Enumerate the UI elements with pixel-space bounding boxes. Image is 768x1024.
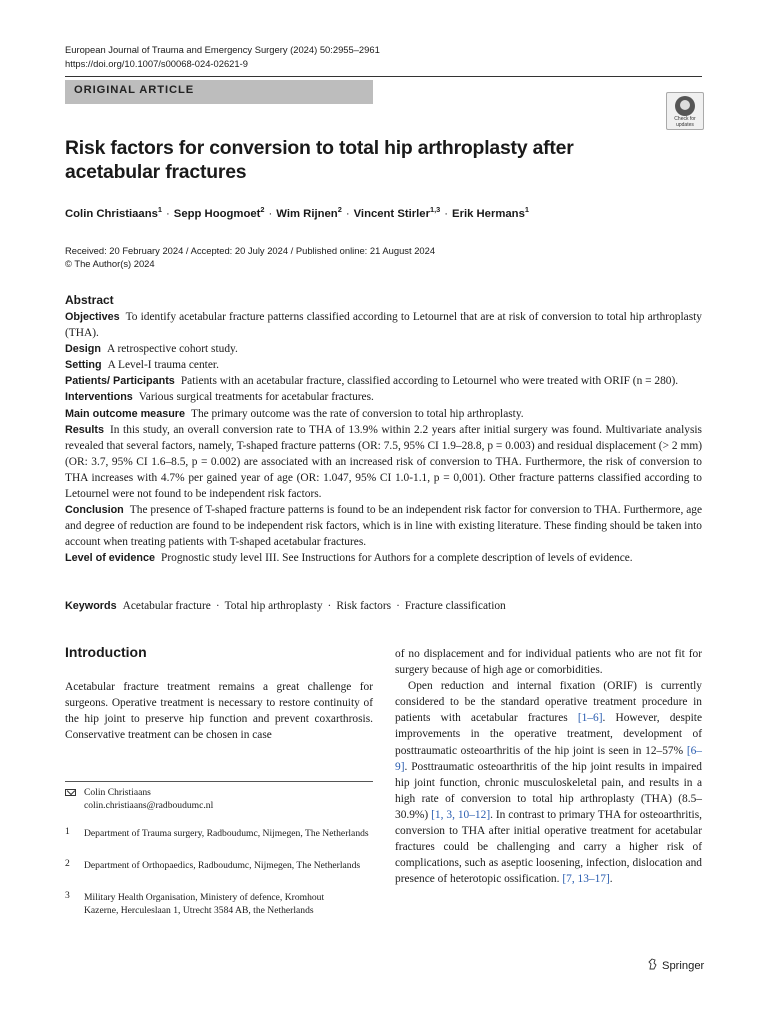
abstract-section-text: Prognostic study level III. See Instructions for Authors for a complete description of levels of evidence. <box>161 552 633 565</box>
abstract-section-label: Conclusion <box>65 504 124 517</box>
body-text: . Posttraumatic osteoarthritis of the hip joint results in impaired hip joint function, chronic musculoskeletal pain, and results in a high rate of conversion to total hip arthroplasty (THA) (8.5–30.9%) <box>395 760 702 821</box>
corresponding-name: Colin Christiaans <box>84 787 151 798</box>
abstract-heading: Abstract <box>65 293 114 307</box>
author-affiliation: 2 <box>337 205 342 214</box>
abstract-section-label: Interventions <box>65 391 133 404</box>
citation-link[interactable]: [1, 3, 10–12] <box>431 808 491 821</box>
abstract-section <box>65 550 702 566</box>
author-affiliation: 2 <box>260 205 265 214</box>
copyright-line: © The Author(s) 2024 <box>65 258 155 269</box>
body-text: . However, despite improvements in the operative treatment, development of posttraumatic osteoarthritis of the hip joint is seen in 12–57% <box>395 712 702 757</box>
author-list <box>65 205 529 220</box>
article-type-label: ORIGINAL ARTICLE <box>74 84 195 96</box>
intro-right-column <box>395 646 702 887</box>
author-affiliation: 1 <box>157 205 163 214</box>
author-separator: · <box>268 207 273 220</box>
abstract-section-text: In this study, an overall conversion rate to THA of 13.9% within 2.2 years after initial surgery was found. Multivariate analysis revealed that several factors, namely, T-shaped fracture patterns (OR: 7.5, 95% CI 1.9–28.8, p = 0.003) and residual displacement (> 2 mm) (OR: 3.7, 95% CI 1.6–8.5, p = 0.002) are associated with an increased risk of conversion to THA. Furthermore, the risk of conversion to THA increases with 4.7% per gained year of age (OR: 1.047, 95% CI 1.0-1.1, p = 0,001). Other fracture patterns classified according to Letournel were not found to be independent risk factors. <box>65 423 702 501</box>
abstract-section-text: A Level-I trauma center. <box>107 359 219 372</box>
email-icon <box>65 789 76 796</box>
affiliation-number: 1 <box>65 826 70 837</box>
abstract-section <box>65 389 702 405</box>
affiliation-number: 2 <box>65 858 70 869</box>
author-affiliation: 1,3 <box>429 205 441 214</box>
abstract-section <box>65 309 702 341</box>
date-history: Received: 20 February 2024 / Accepted: 20 July 2024 / Published online: 21 August 2024 <box>65 245 436 256</box>
publication-dates <box>65 244 435 270</box>
author-name: Sepp Hoogmoet <box>173 207 261 220</box>
keyword-separator: · <box>215 600 220 612</box>
intro-right-paragraph-2 <box>395 678 702 887</box>
journal-line: European Journal of Trauma and Emergency Surgery (2024) 50:2955–2961 <box>65 44 380 55</box>
publisher-name: Springer <box>662 960 705 972</box>
abstract-section-label: Results <box>65 423 105 436</box>
abstract-section <box>65 502 702 550</box>
abstract-section-label: Patients/ Participants <box>65 375 175 388</box>
citation-link[interactable]: [6–9] <box>395 744 702 773</box>
abstract-section-label: Design <box>65 343 101 356</box>
corresponding-author <box>84 786 373 812</box>
abstract-section-text: The presence of T-shaped fracture patterns is found to be an independent risk factor for conversion to THA. Furthermore, age and degree of reduction are found to be independent risk factors, which is in line with existing literature. These finding should be taken into account when treating patients with T-shaped acetabular fractures. <box>65 504 702 549</box>
check-for-updates-badge[interactable] <box>666 92 704 130</box>
abstract-section-text: The primary outcome was the rate of conversion to total hip arthroplasty. <box>191 407 524 420</box>
abstract-section <box>65 406 702 422</box>
keyword-separator: · <box>396 600 400 612</box>
intro-right-paragraph-1: of no displacement and for individual patients who are not fit for surgery because of high age or comorbidities. <box>395 648 702 677</box>
keywords-label: Keywords <box>65 600 117 612</box>
intro-left-paragraph: Acetabular fracture treatment remains a great challenge for surgeons. Operative treatment is necessary to restore continuity of the hip joint to preserve hip function and prevent coxarthrosis. Conservative treatment can be chosen in case <box>65 681 373 742</box>
abstract-section-label: Main outcome measure <box>65 407 185 420</box>
abstract-section-text: To identify acetabular fracture patterns classified according to Letournel that are at risk of conversion to total hip arthroplasty (THA). <box>65 311 702 340</box>
author-name: Wim Rijnen <box>276 207 338 220</box>
badge-text-2: updates <box>676 121 694 128</box>
introduction-heading: Introduction <box>65 644 147 660</box>
citation-link[interactable]: [7, 13–17] <box>562 873 610 886</box>
article-title: Risk factors for conversion to total hip arthroplasty after acetabular fractures <box>65 137 574 183</box>
abstract-section <box>65 357 702 373</box>
abstract-section-label: Objectives <box>65 311 120 323</box>
author-separator: · <box>345 207 350 220</box>
publisher-logo <box>648 958 704 972</box>
keyword: Total hip arthroplasty <box>224 600 323 612</box>
abstract-section-label: Level of evidence <box>65 552 156 565</box>
body-text: Open reduction and internal fixation (ORIF) is currently considered to be the standard operative treatment procedure in patients with acetabular fractures <box>395 680 702 725</box>
header-rule <box>65 76 702 77</box>
body-text: . <box>609 873 613 886</box>
affiliation-text: Military Health Organisation, Ministery of defence, Kromhout Kazerne, Herculeslaan 1, Utrecht 3584 AB, the Netherlands <box>84 892 325 917</box>
keywords-line <box>65 600 506 612</box>
badge-text-1: Check for <box>674 116 696 122</box>
doi-link[interactable]: https://doi.org/10.1007/s00068-024-02621-9 <box>65 57 248 69</box>
corresponding-email[interactable]: colin.christiaans@radboudumc.nl <box>84 800 214 812</box>
article-type-bar <box>65 80 373 104</box>
keyword-separator: · <box>327 600 332 612</box>
author-separator: · <box>444 207 449 220</box>
check-updates-icon <box>675 96 695 116</box>
affiliation-text: Department of Trauma surgery, Radboudumc, Nijmegen, The Netherlands <box>84 828 369 839</box>
abstract-section <box>65 373 702 389</box>
abstract-section-label: Setting <box>65 359 102 372</box>
footnote-rule <box>65 781 373 782</box>
body-text: . In contrast to primary THA for osteoarthritis, conversion to THA after initial operative treatment for acetabular fractures could be challenging and carry a higher risk of complications, such as aseptic loosening, infection, dislocation and presence of heterotopic ossification. <box>395 808 702 886</box>
affiliation-text: Department of Orthopaedics, Radboudumc, Nijmegen, The Netherlands <box>84 860 361 871</box>
abstract-section <box>65 422 702 502</box>
author-separator: · <box>166 207 170 220</box>
springer-horse-icon <box>648 958 658 970</box>
author-affiliation: 1 <box>524 205 529 214</box>
abstract-section-text: A retrospective cohort study. <box>107 343 238 356</box>
author-name: Vincent Stirler <box>353 207 430 220</box>
author-name: Erik Hermans <box>452 207 525 220</box>
abstract-section-text: Patients with an acetabular fracture, classified according to Letournel who were treated with ORIF (n = 280). <box>180 375 679 388</box>
keyword: Risk factors <box>336 600 392 612</box>
affiliation-number: 3 <box>65 890 70 901</box>
abstract-body <box>65 309 702 567</box>
keyword: Acetabular fracture <box>122 600 211 612</box>
citation-link[interactable]: [1–6] <box>577 712 603 725</box>
abstract-section <box>65 341 702 357</box>
keyword: Fracture classification <box>404 600 506 612</box>
author-name: Colin Christiaans <box>65 207 158 220</box>
abstract-section-text: Various surgical treatments for acetabular fractures. <box>138 391 374 404</box>
journal-citation <box>65 43 380 70</box>
